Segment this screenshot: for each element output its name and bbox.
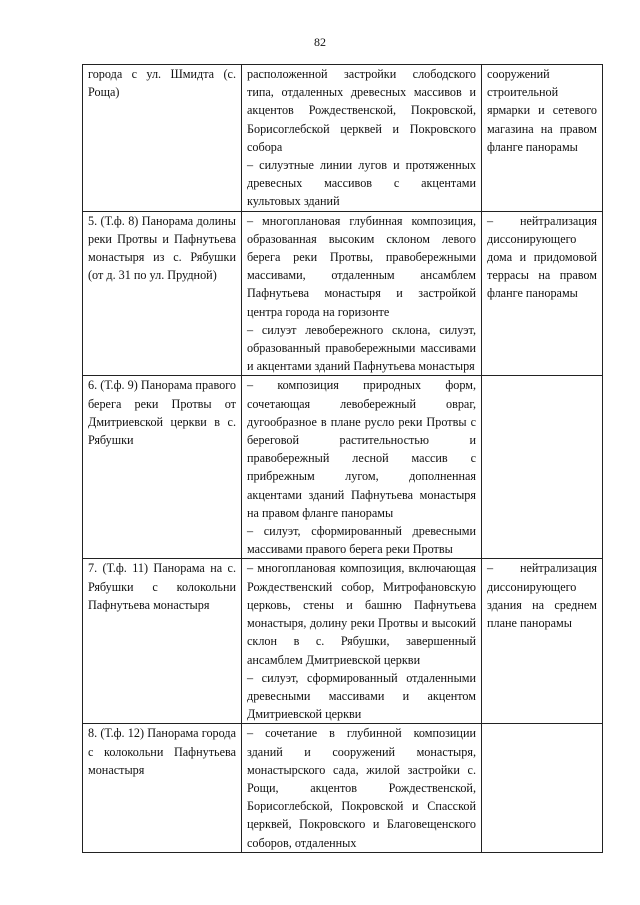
- location-cell: [83, 559, 242, 724]
- description-cell-text: – сочетание в глубинной композиции зданий и сооружений монастыря, монастырского сада, жилой застройки с. Рощи, акцентов Рождественской, Борисоглебской, Покровской и Спасской церквей, Покровского и Благовещенского соборов, отдаленных: [247, 726, 476, 850]
- measures-cell: [482, 559, 603, 724]
- document-table: [82, 64, 603, 853]
- table-row: [83, 559, 603, 724]
- description-cell: [242, 559, 482, 724]
- table-row: [83, 211, 603, 376]
- table-body: [83, 65, 603, 853]
- description-cell-text: – многоплановая глубинная композиция, образованная высоким склоном левого берега реки Протвы, правобережными массивами, отдаленным ансамблем Пафнутьева монастыря и застройкой центра города на горизонте: [247, 213, 476, 319]
- location-cell: [83, 376, 242, 559]
- description-cell-text: – силуэтные линии лугов и протяженных древесных массивов с акцентами культовых зданий: [247, 158, 476, 209]
- location-cell: [83, 65, 242, 212]
- description-cell-text: – композиция природных форм, сочетающая левобережный овраг, дугообразное в плане русло реки Протвы с береговой растительностью и правобережный лесной массив с прибрежным лугом, дополненная акцентами зданий Пафнутьева монастыря на правом фланге панорамы: [247, 378, 476, 520]
- location-cell-text: 7. (Т.ф. 11) Панорама на с. Рябушки с колокольни Пафнутьева монастыря: [88, 561, 236, 612]
- measures-cell: [482, 376, 603, 559]
- description-cell: [242, 65, 482, 212]
- location-cell-text: 8. (Т.ф. 12) Панорама города с колокольни Пафнутьева монастыря: [88, 726, 236, 777]
- description-cell-text: – силуэт, сформированный древесными массивами правого берега реки Протвы: [247, 524, 476, 557]
- table-row: [83, 376, 603, 559]
- description-cell-text: расположенной застройки слободского типа, отдаленных древесных массивов и акцентов Рождественской, Покровской, Борисоглебской церквей и Покровского собора: [247, 67, 476, 154]
- measures-cell-text: – нейтрализация диссонирующего дома и придомовой террасы на правом фланге панорамы: [487, 213, 597, 301]
- description-cell-text: – силуэт, сформированный отдаленными древесными массивами и акцентом Дмитриевской церкви: [247, 670, 476, 722]
- location-cell-text: города с ул. Шмидта (с. Роща): [88, 67, 236, 100]
- description-cell-text: – силуэт левобережного склона, силуэт, образованный правобережными массивами и акцентами зданий Пафнутьева монастыря: [247, 322, 476, 374]
- table-row: [83, 724, 603, 852]
- measures-cell-text: – нейтрализация диссонирующего здания на среднем плане панорамы: [487, 561, 597, 631]
- description-cell-text: – многоплановая композиция, включающая Рождественский собор, Митрофановскую церковь, стены и башню Пафнутьева монастыря, долину реки Протвы и высокий склон в с. Рябушки, завершенный ансамблем Дмитриевской церкви: [247, 561, 476, 667]
- page-number: 82: [314, 35, 326, 49]
- measures-cell: [482, 211, 603, 376]
- description-cell: [242, 376, 482, 559]
- description-cell: [242, 724, 482, 852]
- location-cell-text: 6. (Т.ф. 9) Панорама правого берега реки Протвы от Дмитриевской церкви в с. Рябушки: [88, 378, 236, 448]
- measures-cell: [482, 724, 603, 852]
- location-cell: [83, 724, 242, 852]
- location-cell: [83, 211, 242, 376]
- measures-cell-text: сооружений строительной ярмарки и сетевого магазина на правом фланге панорамы: [487, 67, 597, 154]
- location-cell-text: 5. (Т.ф. 8) Панорама долины реки Протвы и Пафнутьева монастыря из с. Рябушки (от д. 31 по ул. Прудной): [88, 213, 236, 283]
- measures-cell: [482, 65, 603, 212]
- table-row: [83, 65, 603, 212]
- description-cell: [242, 211, 482, 376]
